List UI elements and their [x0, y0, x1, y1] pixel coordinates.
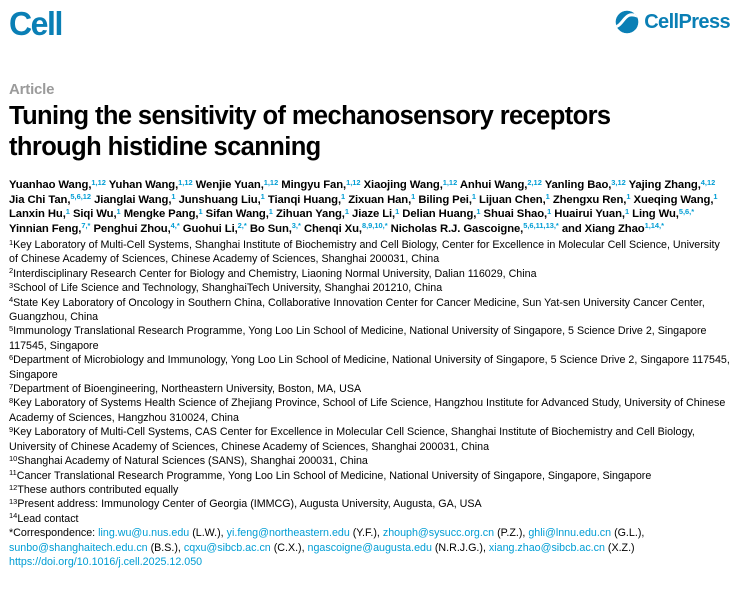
affiliation: $^3$School of Life Science and Technology, ShanghaiTech University, Shanghai 201210, China [9, 280, 443, 295]
affiliation: $^{11}$Cancer Translational Research Programme, Yong Loo Lin School of Medicine, National University of Singapore, Singapore, Singapore [9, 468, 652, 482]
author: Nicholas R.J. Gascoigne,$^{5,6,11,13,*}$ [390, 221, 559, 235]
author: Yajing Zhang,$^{4,12}$ [628, 177, 716, 191]
affiliation: $^9$Key Laboratory of Multi-Cell Systems, CAS Center for Excellence in Molecular Cell Science, Shanghai Institute of Biochemistry and Cell Biology, University of Chinese Academy of Sciences, Chinese Academy of Sciences, Shanghai 200031, China [9, 424, 695, 453]
correspondence-email-link[interactable]: cqxu@sibcb.ac.cn [183, 541, 271, 554]
correspondence-email-link[interactable]: ngascoigne@augusta.edu [307, 541, 432, 554]
affiliation: $^8$Key Laboratory of Systems Health Science of Zhejiang Province, School of Life Science, Hangzhou Institute for Advanced Study, University of Chinese Academy of Sciences, Hangzhou 310024, China [9, 396, 726, 424]
affiliation: $^5$Immunology Translational Research Programme, Yong Loo Lin School of Medicine, National University of Singapore, 5 Science Drive 2, Singapore 117545, Singapore [9, 324, 707, 352]
contact-initials: (X.Z.) [604, 541, 635, 554]
correspondence-contacts [9, 527, 644, 553]
doi-link[interactable]: https://doi.org/10.1016/j.cell.2025.12.050 [9, 555, 203, 568]
affiliation: $^{13}$Present address: Immunology Center of Georgia (IMMCG), Augusta University, Augusta, GA, USA [9, 496, 482, 511]
author: Penghui Zhou,$^{4,*}$ [93, 221, 180, 235]
author: Xiaojing Wang,$^{1,12}$ [363, 177, 458, 191]
contact-initials: (N.R.J.G.), [431, 541, 489, 554]
author: Lijuan Chen,$^1$ [479, 192, 550, 206]
article-title: Tuning the sensitivity of mechanosensory receptors through histidine scanning [9, 102, 611, 161]
affiliation: $^1$Key Laboratory of Multi-Cell Systems, Shanghai Institute of Biochemistry and Cell Biology, Center for Excellence in Molecular Cell Science, University of Chinese Academy of Sciences, Chinese Academy of Sciences, Shanghai 200031, China [9, 237, 720, 266]
author: Zhengxu Ren,$^1$ [552, 192, 631, 206]
correspondence-label: *Correspondence: [9, 527, 96, 540]
author: Mingyu Fan,$^{1,12}$ [281, 177, 361, 191]
correspondence-email-link[interactable]: yi.feng@northeastern.edu [226, 527, 350, 540]
author: Jia Chi Tan,$^{5,6,12}$ [9, 192, 92, 206]
contact-initials: (G.L.), [611, 527, 645, 540]
author: Yanling Bao,$^{3,12}$ [544, 177, 626, 191]
affiliation: $^2$Interdisciplinary Research Center for Biology and Chemistry, Liaoning Normal University, Dalian 116029, China [9, 266, 537, 280]
author: Yuanhao Wang,$^{1,12}$ [9, 177, 106, 191]
affiliation: $^4$State Key Laboratory of Oncology in Southern China, Collaborative Innovation Center for Cancer Medicine, Sun Yat-sen University Cancer Center, Guangzhou, China [9, 295, 705, 324]
contact-initials: (L.W.), [189, 527, 227, 540]
cell-journal-logo: Cell [9, 5, 62, 42]
masthead [9, 6, 730, 44]
author: Delian Huang,$^1$ [402, 206, 481, 220]
contact-initials: (C.X.), [270, 541, 308, 554]
author: Yinnian Feng,$^{7,*}$ [9, 221, 91, 235]
author: Shuai Shao,$^1$ [483, 206, 552, 220]
author: Ling Wu,$^{5,6,*}$ [632, 206, 695, 220]
affiliation: $^6$Department of Microbiology and Immunology, Yong Loo Lin School of Medicine, National University of Singapore, 5 Science Drive 2, Singapore 117545, Singapore [9, 352, 730, 381]
author: Xueqing Wang,$^1$ [633, 192, 718, 206]
affiliation-list [9, 238, 730, 526]
contact-initials: (Y.F.), [349, 527, 383, 540]
correspondence-email-link[interactable]: zhouph@sysucc.org.cn [382, 527, 495, 540]
cellpress-icon [615, 10, 639, 34]
author: Wenjie Yuan,$^{1,12}$ [195, 177, 279, 191]
correspondence-email-link[interactable]: xiang.zhao@sibcb.ac.cn [488, 541, 605, 554]
author: Bo Sun,$^{3,*}$ [249, 221, 301, 235]
contact-initials: (P.Z.), [494, 527, 529, 540]
author: Sifan Wang,$^1$ [205, 206, 273, 220]
author-list [9, 178, 730, 236]
author: Siqi Wu,$^1$ [72, 206, 121, 220]
correspondence-email-link[interactable]: ghli@lnnu.edu.cn [528, 527, 612, 540]
cellpress-logo-text: CellPress [644, 10, 730, 33]
author: Zixuan Han,$^1$ [348, 192, 416, 206]
affiliation: $^{12}$These authors contributed equally [9, 482, 179, 496]
author: Jiaze Li,$^1$ [352, 206, 400, 220]
affiliation: $^{14}$Lead contact [9, 511, 79, 525]
author: Anhui Wang,$^{2,12}$ [459, 177, 542, 191]
doi-line [9, 555, 730, 569]
cellpress-logo [615, 10, 730, 34]
author: Mengke Pang,$^1$ [123, 206, 203, 220]
contact-initials: (B.S.), [147, 541, 184, 554]
correspondence-line [9, 526, 730, 555]
author: Huairui Yuan,$^1$ [554, 206, 630, 220]
author: and Xiang Zhao$^{1,14,*}$ [561, 221, 665, 235]
author: Lanxin Hu,$^1$ [9, 206, 70, 220]
author: Tianqi Huang,$^1$ [267, 192, 346, 206]
author: Yuhan Wang,$^{1,12}$ [108, 177, 193, 191]
author: Chenqi Xu,$^{8,9,10,*}$ [303, 221, 388, 235]
author: Biling Pei,$^1$ [418, 192, 476, 206]
author: Zihuan Yang,$^1$ [275, 206, 349, 220]
correspondence-email-link[interactable]: ling.wu@u.nus.edu [98, 527, 190, 540]
affiliation: $^7$Department of Bioengineering, Northeastern University, Boston, MA, USA [9, 381, 362, 396]
author: Junshuang Liu,$^1$ [178, 192, 265, 206]
author: Guohui Li,$^{2,*}$ [182, 221, 247, 235]
affiliation: $^{10}$Shanghai Academy of Natural Sciences (SANS), Shanghai 200031, China [9, 453, 368, 468]
article-type-label: Article [9, 81, 55, 98]
author: Jianglai Wang,$^1$ [94, 192, 176, 206]
correspondence-email-link[interactable]: sunbo@shanghaitech.edu.cn [9, 541, 148, 554]
